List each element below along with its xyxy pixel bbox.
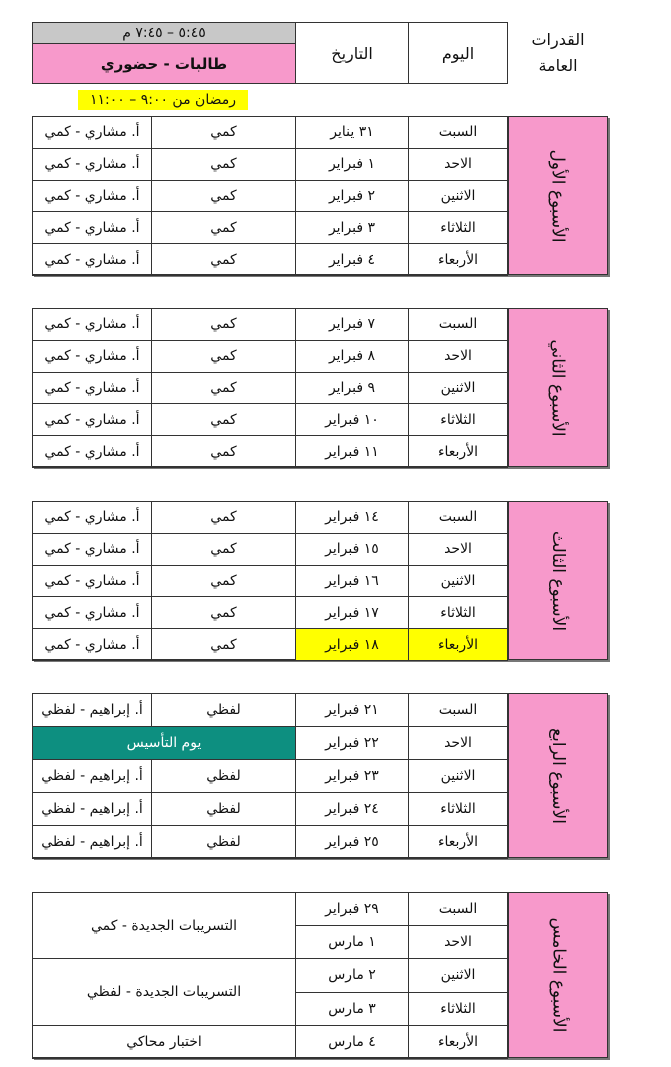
subject-type-cell: كمي (151, 565, 296, 598)
subject-type-cell: كمي (151, 596, 296, 629)
date-cell: ٢ مارس (295, 958, 409, 992)
ramadan-note: رمضان من ٩:٠٠ – ١١:٠٠ (78, 90, 248, 110)
teacher-cell: أ. مشاري - كمي (32, 372, 152, 405)
week-4-label: الأسبوع الرابع (547, 727, 568, 824)
date-cell: ٢٢ فبراير (295, 726, 409, 760)
teacher-cell: أ. إبراهيم - لفظي (32, 693, 152, 727)
day-cell: السبت (408, 892, 508, 926)
day-cell: الثلاثاء (408, 596, 508, 629)
subject-type-cell: كمي (151, 243, 296, 276)
teacher-cell: أ. مشاري - كمي (32, 116, 152, 149)
teacher-cell: أ. مشاري - كمي (32, 435, 152, 468)
date-cell: ١ مارس (295, 925, 409, 959)
date-cell: ٤ مارس (295, 1025, 409, 1059)
day-cell: الاحد (408, 925, 508, 959)
day-cell: الثلاثاء (408, 992, 508, 1026)
teacher-cell: أ. مشاري - كمي (32, 340, 152, 373)
day-cell: الأربعاء (408, 628, 508, 661)
date-cell: ٢٩ فبراير (295, 892, 409, 926)
date-cell: ٢ فبراير (295, 180, 409, 213)
week-3-label-cell (508, 501, 608, 660)
day-cell: الثلاثاء (408, 792, 508, 826)
teacher-cell: أ. إبراهيم - لفظي (32, 825, 152, 859)
date-cell: ١٠ فبراير (295, 403, 409, 436)
date-cell: ١ فبراير (295, 148, 409, 181)
teacher-cell: أ. إبراهيم - لفظي (32, 759, 152, 793)
date-cell: ١٦ فبراير (295, 565, 409, 598)
teacher-cell: أ. مشاري - كمي (32, 243, 152, 276)
day-column-header: اليوم (408, 22, 508, 84)
subject-type-cell: كمي (151, 211, 296, 244)
day-cell: السبت (408, 116, 508, 149)
subject-type-cell: كمي (151, 628, 296, 661)
subject-type-cell: كمي (151, 435, 296, 468)
day-cell: الاحد (408, 533, 508, 566)
date-cell: ١٧ فبراير (295, 596, 409, 629)
subject-type-cell: لفظي (151, 693, 296, 727)
teacher-cell: أ. مشاري - كمي (32, 308, 152, 341)
week-1-label: الأسبوع الأول (547, 148, 568, 243)
time-slot: ٥:٤٥ – ٧:٤٥ م (32, 22, 296, 44)
subject-title: القدرات العامة (531, 30, 585, 75)
day-cell: الاثنين (408, 372, 508, 405)
subject-type-cell: لفظي (151, 792, 296, 826)
date-cell: ١١ فبراير (295, 435, 409, 468)
date-cell: ٢٤ فبراير (295, 792, 409, 826)
date-cell: ١٨ فبراير (295, 628, 409, 661)
date-cell: ٤ فبراير (295, 243, 409, 276)
merged-session-cell: التسريبات الجديدة - كمي (32, 892, 296, 959)
date-cell: ٣ مارس (295, 992, 409, 1026)
week-1-label-cell (508, 116, 608, 275)
day-cell: الثلاثاء (408, 211, 508, 244)
subject-type-cell: كمي (151, 372, 296, 405)
subject-type-cell: كمي (151, 180, 296, 213)
week-4-label-cell (508, 693, 608, 858)
date-cell: ٩ فبراير (295, 372, 409, 405)
subject-type-cell: كمي (151, 403, 296, 436)
teacher-cell: أ. مشاري - كمي (32, 565, 152, 598)
subject-type-cell: لفظي (151, 759, 296, 793)
date-cell: ٢١ فبراير (295, 693, 409, 727)
date-cell: ١٤ فبراير (295, 501, 409, 534)
subject-type-cell: كمي (151, 533, 296, 566)
teacher-cell: أ. مشاري - كمي (32, 180, 152, 213)
day-cell: الاحد (408, 726, 508, 760)
day-cell: الاحد (408, 148, 508, 181)
day-cell: الأربعاء (408, 1025, 508, 1059)
week-2-label-cell (508, 308, 608, 467)
day-cell: الاثنين (408, 565, 508, 598)
teacher-cell: أ. مشاري - كمي (32, 211, 152, 244)
week-5-label-cell (508, 892, 608, 1058)
date-column-header: التاريخ (295, 22, 409, 84)
teacher-cell: أ. مشاري - كمي (32, 533, 152, 566)
subject-type-cell: لفظي (151, 825, 296, 859)
teacher-cell: أ. مشاري - كمي (32, 148, 152, 181)
day-cell: الاثنين (408, 180, 508, 213)
date-cell: ١٥ فبراير (295, 533, 409, 566)
day-cell: الاثنين (408, 958, 508, 992)
teacher-cell: أ. مشاري - كمي (32, 628, 152, 661)
day-cell: الثلاثاء (408, 403, 508, 436)
week-2-label: الأسبوع الثاني (548, 338, 568, 437)
holiday-cell: يوم التأسيس (32, 726, 296, 760)
date-cell: ٣ فبراير (295, 211, 409, 244)
day-cell: الاثنين (408, 759, 508, 793)
subject-type-cell: كمي (151, 148, 296, 181)
teacher-cell: أ. مشاري - كمي (32, 501, 152, 534)
day-cell: الأربعاء (408, 243, 508, 276)
teacher-cell: أ. مشاري - كمي (32, 403, 152, 436)
group-label: طالبات - حضوري (32, 43, 296, 84)
day-cell: السبت (408, 501, 508, 534)
merged-session-cell: التسريبات الجديدة - لفظي (32, 958, 296, 1025)
date-cell: ٨ فبراير (295, 340, 409, 373)
day-cell: الأربعاء (408, 825, 508, 859)
subject-type-cell: كمي (151, 116, 296, 149)
subject-type-cell: كمي (151, 501, 296, 534)
subject-type-cell: كمي (151, 340, 296, 373)
day-cell: الأربعاء (408, 435, 508, 468)
date-cell: ٢٥ فبراير (295, 825, 409, 859)
teacher-cell: أ. مشاري - كمي (32, 596, 152, 629)
subject-type-cell: كمي (151, 308, 296, 341)
week-5-label: الأسبوع الخامس (548, 917, 568, 1033)
date-cell: ٣١ يناير (295, 116, 409, 149)
teacher-cell: أ. إبراهيم - لفظي (32, 792, 152, 826)
day-cell: السبت (408, 693, 508, 727)
date-cell: ٢٣ فبراير (295, 759, 409, 793)
merged-session-cell: اختبار محاكي (32, 1025, 296, 1059)
week-3-label: الأسبوع الثالث (548, 530, 568, 631)
day-cell: الاحد (408, 340, 508, 373)
day-cell: السبت (408, 308, 508, 341)
date-cell: ٧ فبراير (295, 308, 409, 341)
